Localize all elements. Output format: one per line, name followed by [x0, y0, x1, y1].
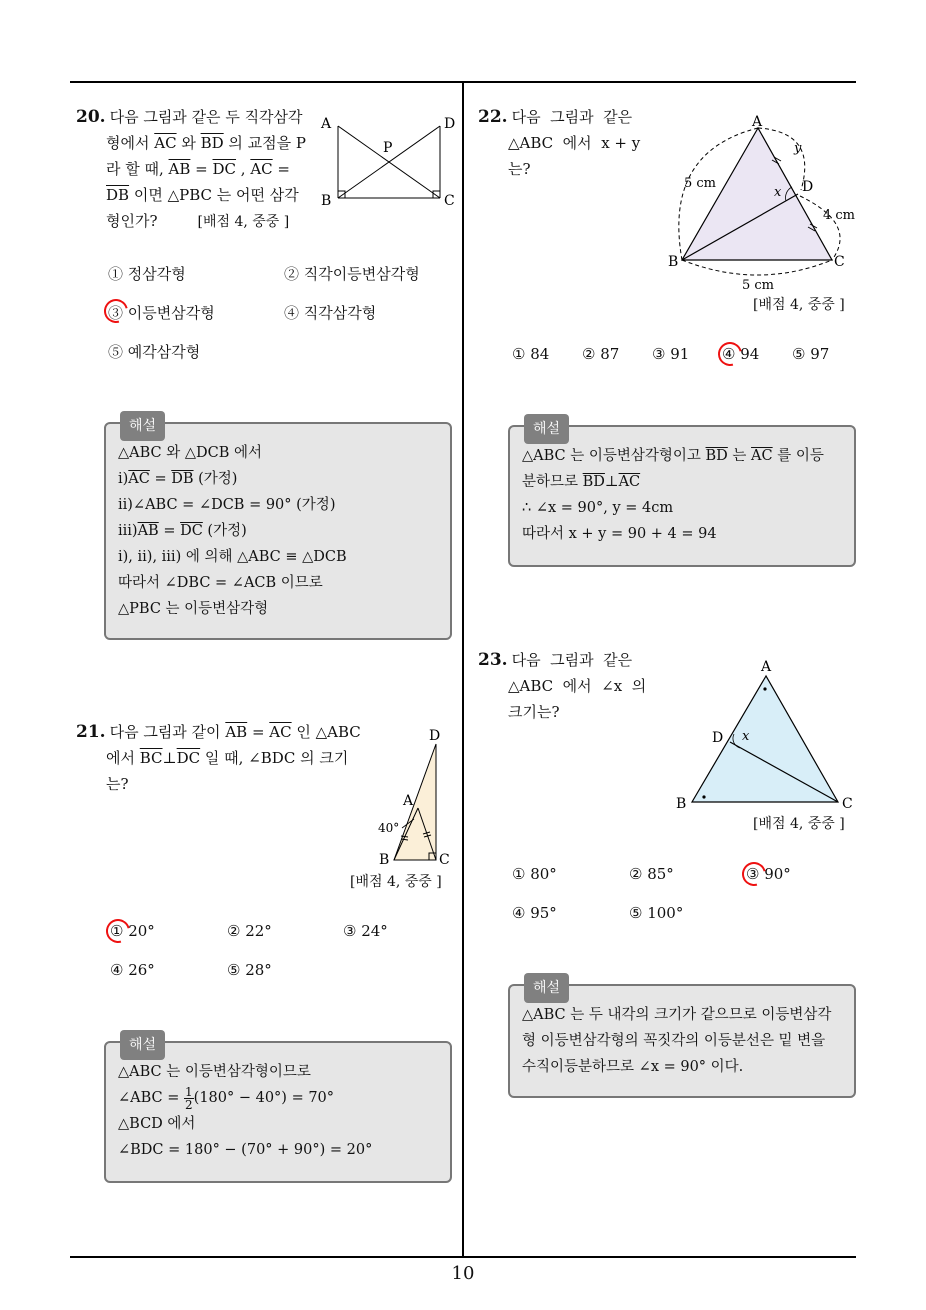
center-divider: [462, 81, 464, 1258]
q21-label-d: D: [429, 728, 441, 744]
q22-solution-tag: 해설: [524, 414, 569, 444]
q21-solution-denominator: 2: [185, 1097, 193, 1112]
q21-solution-part: (180° − 40°) = 70°: [193, 1090, 335, 1106]
q22-option-5[interactable]: ⑤ 97: [792, 345, 830, 363]
q22-option-3[interactable]: ③ 91: [652, 345, 690, 363]
q21-option-5[interactable]: ⑤ 28°: [227, 961, 272, 979]
q20-label-p: P: [383, 140, 393, 156]
q20-solution-line: ⅰ), ⅱ), ⅲ) 에 의해 △ABC ≡ △DCB: [118, 549, 347, 565]
q23-solution-line: △ABC 는 두 내각의 크기가 같으므로 이등변삼각: [522, 1007, 832, 1023]
q23-solution-tag: 해설: [524, 973, 569, 1003]
q23-option-4[interactable]: ④ 95°: [512, 904, 557, 922]
q20-solution-part: $\overline{DC}$: [180, 523, 203, 539]
q22-label-y: y: [794, 141, 802, 156]
q21-solution-fraction: [184, 1086, 194, 1111]
q23-option-5[interactable]: ⑤ 100°: [629, 904, 684, 922]
q22-label-c: C: [834, 254, 845, 270]
q22-solution-part: $\overline{BD}$: [582, 474, 605, 490]
q20-seg-ac: $\overline{AC}$: [250, 160, 273, 178]
q20-option-3[interactable]: ③ 이등변삼각형: [108, 304, 215, 322]
q22-solution-box: [508, 421, 856, 567]
q20-solution-part: ⅰ): [118, 471, 129, 487]
q22-solution-part: $\overline{AC}$: [618, 474, 641, 490]
q21-figure: [372, 724, 462, 872]
q20-number: 20.: [76, 107, 106, 127]
q20-text: [76, 104, 316, 235]
q20-option-1[interactable]: ① 정삼각형: [108, 265, 186, 283]
q20-seg-db: $\overline{DB}$: [106, 186, 130, 204]
q22-text: [478, 104, 658, 182]
q21-label-a: A: [403, 793, 414, 809]
q22-points: [배점 4, 중중 ]: [753, 297, 845, 313]
q20-solution-line: △ABC 와 △DCB 에서: [118, 445, 263, 461]
q20-option-4[interactable]: ④ 직각삼각형: [284, 304, 377, 322]
q23-number: 23.: [478, 650, 508, 670]
q20-text-part: 이면 △PBC 는 어떤 삼각: [129, 186, 299, 204]
q22-solution-part: ⊥: [604, 474, 619, 490]
q22-solution-part: 분하므로: [522, 474, 583, 490]
q21-solution-line: △ABC 는 이등변삼각형이므로: [118, 1064, 311, 1080]
q20-solution-part: ⅲ): [118, 523, 138, 539]
q20-text-part: 라 할 때,: [106, 160, 169, 178]
q22-label-d: D: [802, 179, 814, 195]
q21-solution-line: ∠BDC = 180° − (70° + 90°) = 20°: [118, 1142, 373, 1158]
q21-solution-box: [104, 1037, 452, 1183]
q21-text: [76, 719, 366, 797]
q21-option-3[interactable]: ③ 24°: [343, 922, 388, 940]
q20-solution-line: 따라서 ∠DBC = ∠ACB 이므로: [118, 575, 323, 591]
q21-text-part: 일 때, ∠BDC 의 크기: [200, 749, 349, 767]
q20-text-part: 와: [176, 134, 201, 152]
q23-solution-box: [508, 980, 856, 1098]
q22-label-a: A: [752, 114, 763, 130]
q21-solution-part: ∠ABC =: [118, 1090, 185, 1106]
q23-solution-line: 수직이등분하므로 ∠x = 90° 이다.: [522, 1059, 744, 1075]
q22-figure: [668, 112, 858, 296]
q20-text-part: 형에서: [106, 134, 155, 152]
q22-solution-part: $\overline{AC}$: [751, 448, 773, 464]
q21-seg-dc: $\overline{DC}$: [176, 749, 201, 767]
q21-solution-numerator: 1: [185, 1084, 193, 1099]
q20-solution-part: (가정): [193, 471, 238, 487]
q21-angle-label: 40°: [378, 821, 400, 835]
q23-label-x: x: [742, 729, 750, 744]
q21-text-part: 에서: [106, 749, 140, 767]
q22-label-x: x: [774, 185, 782, 200]
q21-solution-line: △BCD 에서: [118, 1116, 196, 1132]
q20-solution-part: $\overline{AB}$: [137, 523, 159, 539]
q20-text-part: =: [190, 160, 213, 178]
q21-option-1[interactable]: ① 20°: [110, 922, 155, 940]
q20-solution-tag: 해설: [120, 411, 165, 441]
q22-option-2[interactable]: ② 87: [582, 345, 620, 363]
q23-option-1[interactable]: ① 80°: [512, 865, 557, 883]
q20-label-b: B: [321, 193, 332, 209]
q20-seg-dc: $\overline{DC}$: [212, 160, 237, 178]
q22-solution-part: $\overline{BD}$: [705, 448, 728, 464]
q22-answer-mark: [714, 338, 747, 371]
q20-text-part: 의 교점을 P: [223, 134, 307, 152]
q23-text-part: △ABC 에서 ∠x 의: [508, 677, 647, 695]
q23-label-d: D: [712, 730, 724, 746]
q20-seg-bd: $\overline{BD}$: [200, 134, 224, 152]
q20-solution-part: $\overline{AC}$: [128, 471, 150, 487]
q22-label-bc: 5 cm: [742, 278, 775, 293]
q20-figure: [316, 110, 462, 210]
q23-label-c: C: [842, 796, 853, 812]
q21-points: [배점 4, 중중 ]: [350, 874, 442, 890]
q21-solution-tag: 해설: [120, 1030, 165, 1060]
q21-seg-bc: $\overline{BC}$: [139, 749, 163, 767]
q20-solution-part: (가정): [202, 523, 247, 539]
q22-solution-part: 는: [727, 448, 752, 464]
q23-text: [478, 647, 668, 725]
q21-text-part: 다음 그림과 같이: [109, 723, 226, 741]
q23-label-a: A: [761, 659, 772, 675]
q21-seg-ab: $\overline{AB}$: [225, 723, 248, 741]
q23-solution-line: 형 이등변삼각형의 꼭짓각의 이등분선은 밑 변을: [522, 1033, 826, 1049]
q20-label-a: A: [321, 116, 332, 132]
q20-text-part: 형인가?: [106, 212, 158, 230]
q21-text-part: 는?: [106, 775, 129, 793]
q20-label-d: D: [444, 116, 456, 132]
q20-solution-part: =: [158, 523, 181, 539]
q23-points: [배점 4, 중중 ]: [753, 816, 845, 832]
bottom-rule: [70, 1256, 856, 1258]
q22-solution-part: 를 이등: [772, 448, 824, 464]
q21-option-2[interactable]: ② 22°: [227, 922, 272, 940]
q21-text-part: ⊥: [162, 749, 177, 767]
q21-label-b: B: [379, 852, 390, 868]
q21-seg-ac: $\overline{AC}$: [269, 723, 292, 741]
q23-label-b: B: [676, 796, 687, 812]
q22-option-1[interactable]: ① 84: [512, 345, 550, 363]
q20-text-part: ,: [236, 160, 251, 178]
q22-label-dc: 4 cm: [823, 208, 856, 223]
q21-text-part: =: [247, 723, 270, 741]
q21-option-4[interactable]: ④ 26°: [110, 961, 155, 979]
q20-text-part: =: [272, 160, 290, 178]
q20-points: [배점 4, 중중 ]: [197, 214, 290, 230]
q20-seg-ab: $\overline{AB}$: [168, 160, 191, 178]
q22-label-b: B: [668, 254, 679, 270]
page-number: 10: [451, 1263, 475, 1284]
q21-text-part: 인 △ABC: [291, 723, 361, 741]
q22-text-part: 다음 그림과 같은: [511, 108, 633, 126]
q22-label-ab: 5 cm: [684, 176, 717, 191]
q21-answer-mark: [102, 915, 135, 948]
q22-solution-line: 따라서 x + y = 90 + 4 = 94: [522, 526, 717, 542]
q22-number: 22.: [478, 107, 508, 127]
q20-option-5[interactable]: ⑤ 예각삼각형: [108, 343, 201, 361]
q23-option-3[interactable]: ③ 90°: [746, 865, 791, 883]
q22-text-part: 는?: [508, 160, 531, 178]
q21-number: 21.: [76, 722, 106, 742]
q20-solution-line: ⅱ)∠ABC = ∠DCB = 90° (가정): [118, 497, 336, 513]
q22-solution-part: △ABC 는 이등변삼각형이고: [522, 448, 706, 464]
q23-figure: [672, 654, 858, 814]
q23-answer-mark: [738, 858, 771, 891]
q20-solution-line: △PBC 는 이등변삼각형: [118, 601, 269, 617]
q20-solution-box: [104, 418, 452, 640]
q20-option-2[interactable]: ② 직각이등변삼각형: [284, 265, 420, 283]
q20-solution-part: =: [149, 471, 172, 487]
q22-text-part: △ABC 에서 x + y: [508, 134, 641, 152]
q20-seg-ac: $\overline{AC}$: [154, 134, 177, 152]
q20-line1: 다음 그림과 같은 두 직각삼각: [109, 108, 303, 126]
q20-solution-part: $\overline{DB}$: [171, 471, 194, 487]
q21-label-c: C: [439, 852, 450, 868]
q23-text-part: 다음 그림과 같은: [511, 651, 633, 669]
q22-solution-line: ∴ ∠x = 90°, y = 4cm: [522, 500, 674, 516]
q22-option-4[interactable]: ④ 94: [722, 345, 760, 363]
q20-label-c: C: [444, 193, 455, 209]
q23-text-part: 크기는?: [508, 703, 560, 721]
q23-option-2[interactable]: ② 85°: [629, 865, 674, 883]
